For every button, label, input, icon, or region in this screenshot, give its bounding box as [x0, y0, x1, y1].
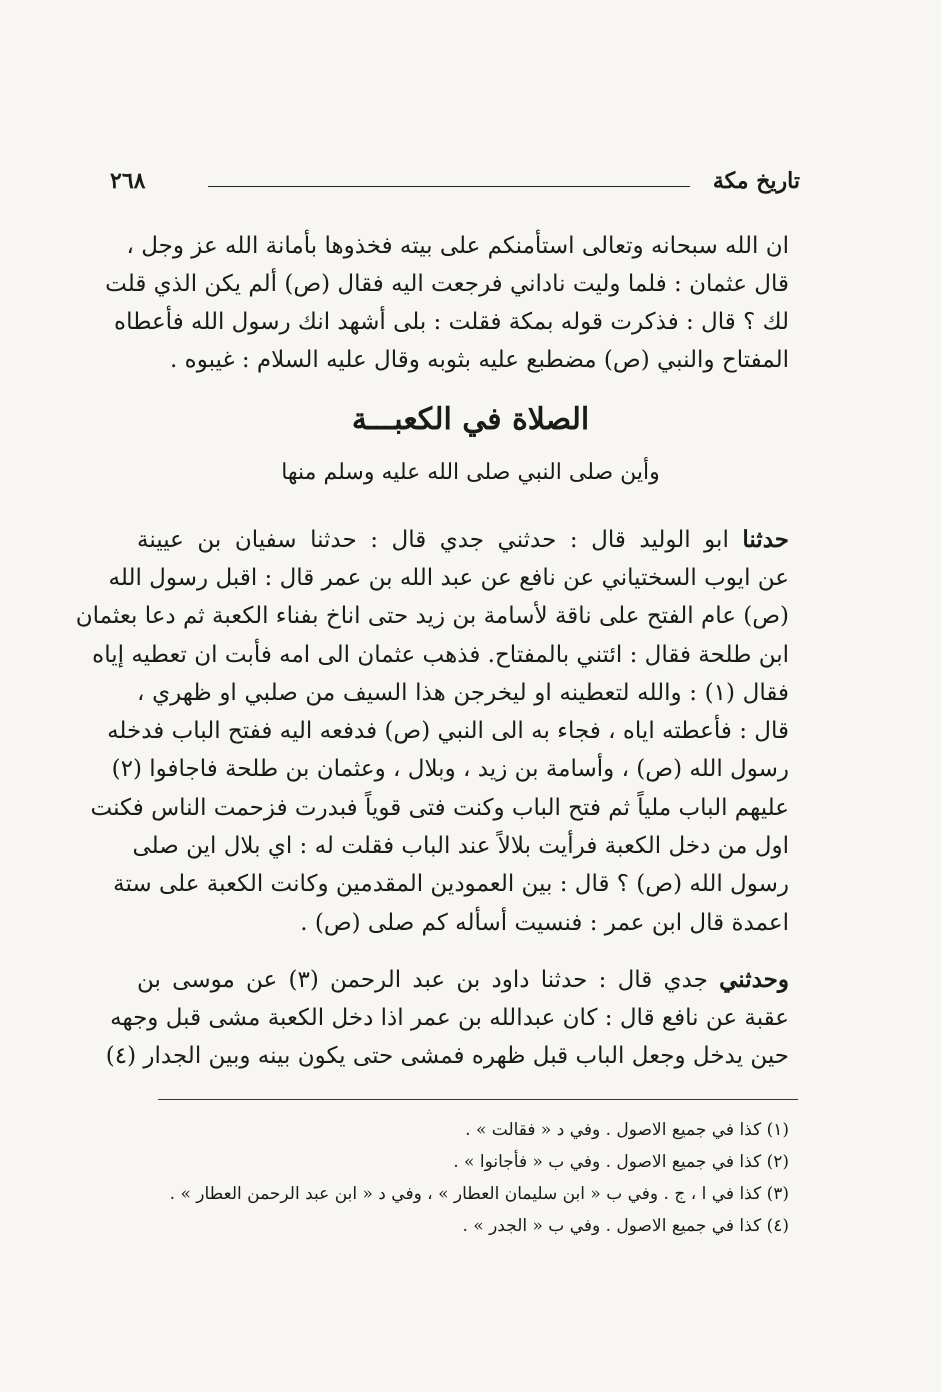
- body-line: المفتاح والنبي (ص) مضطبع عليه بثوبه وقال عليه السلام : غيبوه .: [170, 347, 789, 373]
- body-line: عليهم الباب ملياً ثم فتح الباب وكنت فتى قوياً فبدرت فزحمت الناس فكنت: [90, 795, 789, 821]
- body-line: اول من دخل الكعبة فرأيت بلالاً عند الباب فقلت له : اي بلال اين صلى: [132, 833, 789, 859]
- body-line: قال عثمان : فلما وليت ناداني فرجعت اليه فقال (ص) ألم يكن الذي قلت: [105, 271, 789, 297]
- body-line: ابن طلحة فقال : ائتني بالمفتاح. فذهب عثمان الى امه فأبت ان تعطيه إياه: [92, 642, 789, 668]
- section-subheading: وأين صلى النبي صلى الله عليه وسلم منها: [281, 460, 660, 485]
- footnote: (٤) كذا في جميع الاصول . وفي ب « الجدر » .: [462, 1216, 789, 1236]
- body-line: عقبة عن نافع قال : كان عبدالله بن عمر اذا دخل الكعبة مشى قبل وجهه: [110, 1005, 789, 1031]
- footnote: (٢) كذا في جميع الاصول . وفي ب « فأجانوا » .: [453, 1152, 789, 1172]
- body-line: فقال (١) : والله لتعطينه او ليخرجن هذا السيف من صلبي او ظهري ،: [137, 680, 789, 706]
- line-text: جدي قال : حدثنا داود بن عبد الرحمن (٣) عن موسى بن: [137, 967, 708, 993]
- body-line: رسول الله (ص) ؟ قال : بين العمودين المقدمين وكانت الكعبة على ستة: [113, 871, 789, 897]
- page-number: ٢٦٨: [110, 168, 146, 194]
- footnote: (٣) كذا في ا ، ج . وفي ب « ابن سليمان العطار » ، وفي د « ابن عبد الرحمن العطار » .: [169, 1184, 789, 1204]
- body-line: رسول الله (ص) ، وأسامة بن زيد ، وبلال ، وعثمان بن طلحة فاجافوا (٢): [111, 756, 789, 782]
- body-line: (ص) عام الفتح على ناقة لأسامة بن زيد حتى اناخ بفناء الكعبة ثم دعا بعثمان: [75, 603, 789, 629]
- body-line: ان الله سبحانه وتعالى استأمنكم على بيته فخذوها بأمانة الله عز وجل ،: [126, 233, 789, 259]
- body-line: لك ؟ قال : فذكرت قوله بمكة فقلت : بلى أشهد انك رسول الله فأعطاه: [114, 309, 789, 335]
- header-rule: [208, 186, 690, 187]
- paragraph-lead: حدثنا: [742, 526, 789, 553]
- body-line: [137, 962, 789, 1000]
- section-heading: الصلاة في الكعبـــة: [351, 402, 590, 437]
- body-line: اعمدة قال ابن عمر : فنسيت أسأله كم صلى (ص) .: [300, 910, 789, 936]
- body-line: عن ايوب السختياني عن نافع عن عبد الله بن عمر قال : اقبل رسول الله: [108, 565, 789, 591]
- body-line: [137, 522, 789, 560]
- footnote: (١) كذا في جميع الاصول . وفي د « فقالت » .: [465, 1120, 789, 1140]
- body-line: حين يدخل وجعل الباب قبل ظهره فمشى حتى يكون بينه وبين الجدار (٤): [105, 1043, 789, 1069]
- footnote-separator: [158, 1099, 798, 1100]
- page-header: [110, 168, 800, 200]
- line-text: ابو الوليد قال : حدثني جدي قال : حدثنا سفيان بن عيينة: [137, 527, 729, 553]
- running-title: تاريخ مكة: [712, 168, 800, 194]
- body-line: قال : فأعطته اياه ، فجاء به الى النبي (ص) فدفعه اليه ففتح الباب فدخله: [107, 718, 789, 744]
- paragraph-lead: وحدثني: [719, 966, 789, 993]
